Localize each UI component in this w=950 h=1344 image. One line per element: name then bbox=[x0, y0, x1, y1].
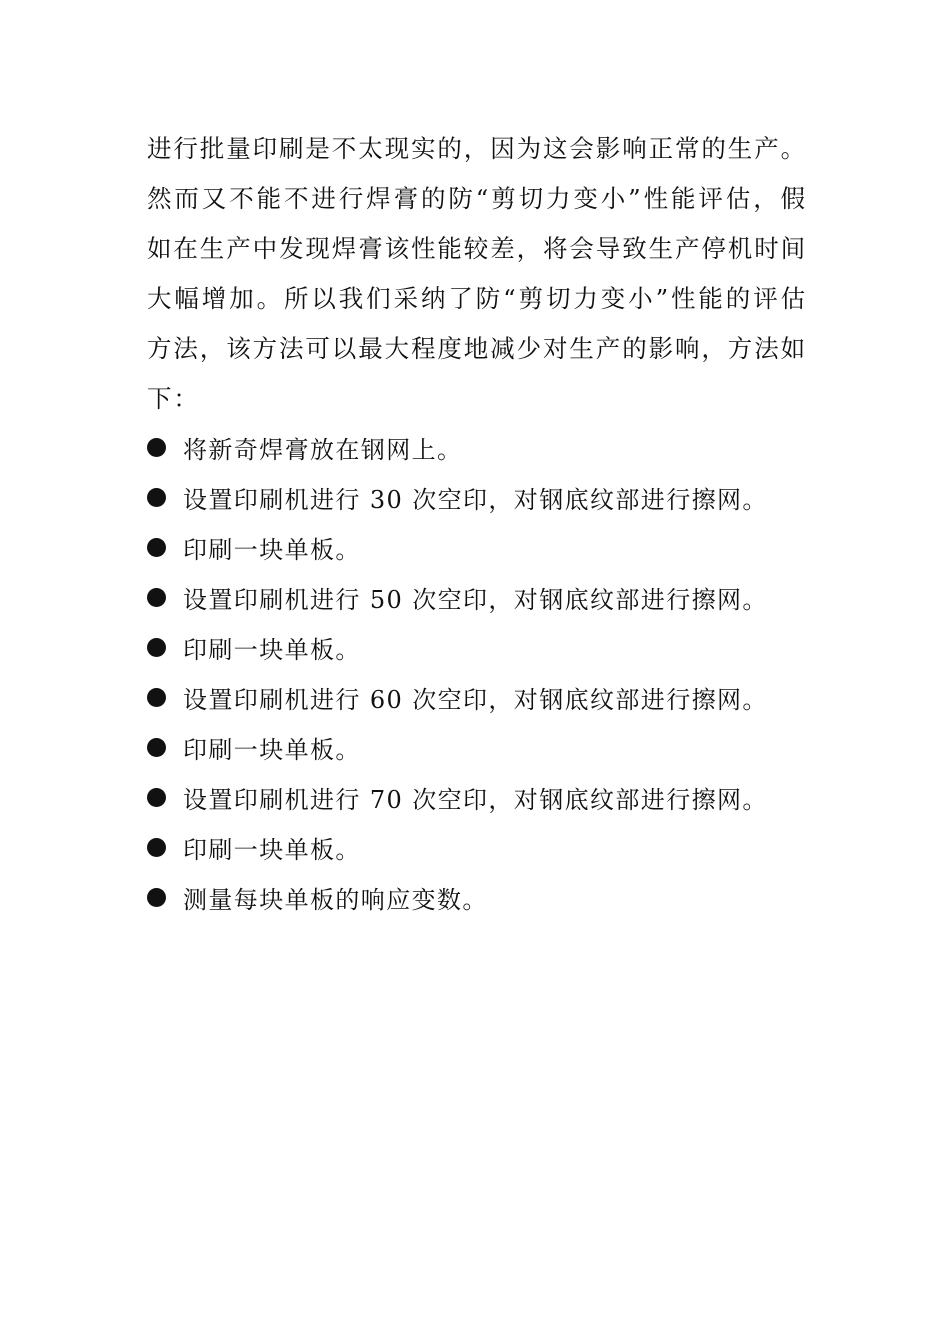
step-text: 印刷一块单板。 bbox=[183, 735, 361, 764]
list-item bbox=[147, 572, 827, 622]
list-item bbox=[147, 472, 827, 522]
list-item bbox=[147, 422, 827, 472]
bullet-icon bbox=[147, 588, 166, 607]
bullet-icon bbox=[147, 788, 166, 807]
bullet-icon bbox=[147, 488, 166, 507]
bullet-icon bbox=[147, 688, 166, 707]
bullet-icon bbox=[147, 638, 166, 657]
bullet-icon bbox=[147, 838, 166, 857]
bullet-icon bbox=[147, 438, 166, 457]
step-text: 测量每块单板的响应变数。 bbox=[183, 885, 488, 914]
step-text: 将新奇焊膏放在钢网上。 bbox=[183, 435, 463, 464]
list-item bbox=[147, 522, 827, 572]
list-item bbox=[147, 722, 827, 772]
step-text: 印刷一块单板。 bbox=[183, 635, 361, 664]
step-text: 印刷一块单板。 bbox=[183, 535, 361, 564]
bullet-icon bbox=[147, 888, 166, 907]
step-text: 设置印刷机进行 50 次空印，对钢底纹部进行擦网。 bbox=[183, 585, 768, 614]
list-item bbox=[147, 822, 827, 872]
step-text: 设置印刷机进行 70 次空印，对钢底纹部进行擦网。 bbox=[183, 785, 768, 814]
bullet-icon bbox=[147, 538, 166, 557]
step-text: 设置印刷机进行 30 次空印，对钢底纹部进行擦网。 bbox=[183, 485, 768, 514]
list-item bbox=[147, 872, 827, 922]
procedure-step-list bbox=[147, 422, 827, 922]
step-text: 印刷一块单板。 bbox=[183, 835, 361, 864]
bullet-icon bbox=[147, 738, 166, 757]
list-item bbox=[147, 772, 827, 822]
list-item bbox=[147, 672, 827, 722]
list-item bbox=[147, 622, 827, 672]
step-text: 设置印刷机进行 60 次空印，对钢底纹部进行擦网。 bbox=[183, 685, 768, 714]
body-paragraph: 进行批量印刷是不太现实的，因为这会影响正常的生产。然而又不能不进行焊膏的防“剪切力变小”性能评估，假如在生产中发现焊膏该性能较差，将会导致生产停机时间大幅增加。所以我们采纳了防“剪切力变小”性能的评估方法，该方法可以最大程度地减少对生产的影响，方法如下： bbox=[147, 134, 807, 413]
